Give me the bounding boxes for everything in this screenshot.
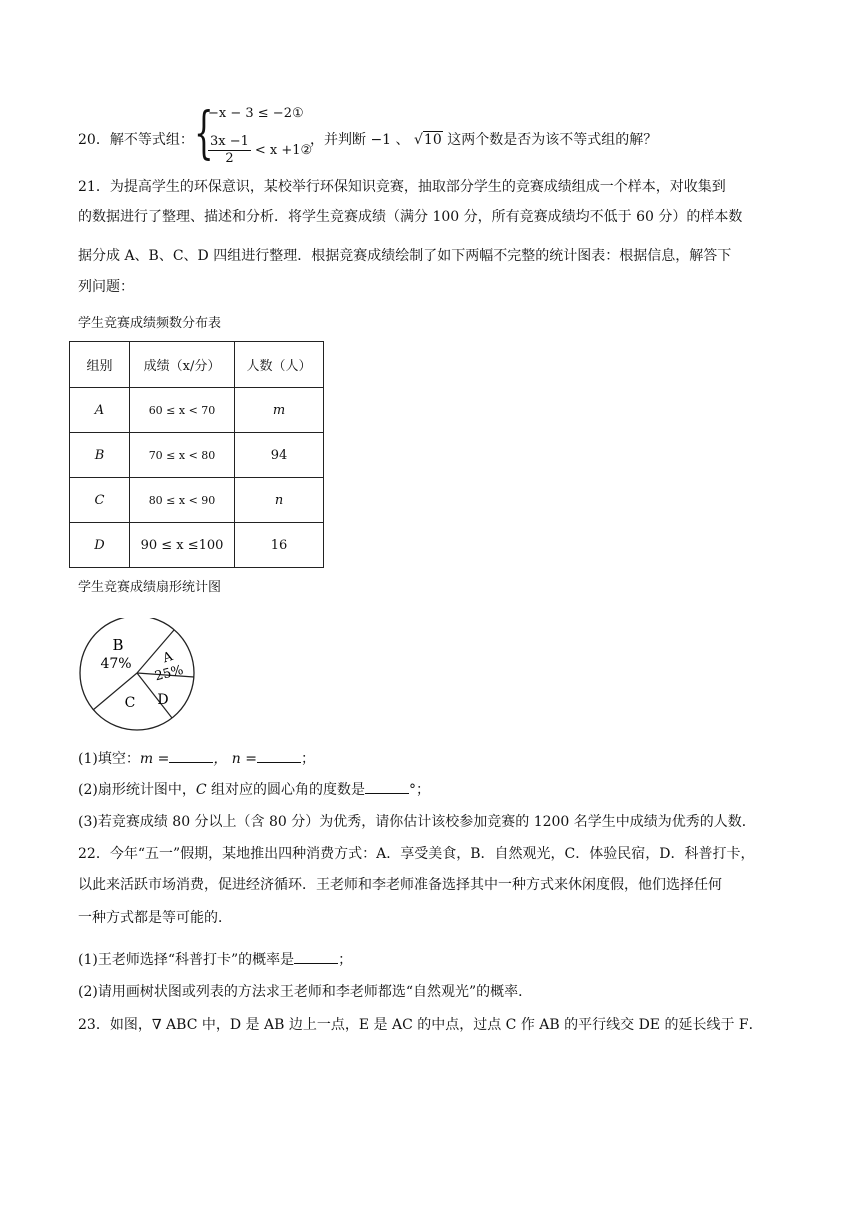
q21-line-3: 据分成 A、B、C、D 四组进行整理．根据竞赛成绩绘制了如下两幅不完整的统计图表：根据信息，解答下 xyxy=(78,248,732,264)
q20-tail-b: 这两个数是否为该不等式组的解？ xyxy=(447,132,658,148)
table-title: 学生竞赛成绩频数分布表 xyxy=(78,316,222,331)
cell-range: 60 ≤ x < 70 xyxy=(130,388,235,433)
table-row xyxy=(70,388,324,433)
cell-range: 80 ≤ x < 90 xyxy=(130,478,235,523)
group-c: C xyxy=(195,782,207,798)
frequency-table xyxy=(69,341,324,568)
table-header-row xyxy=(70,342,324,388)
answer-blank-m[interactable] xyxy=(169,747,213,763)
q22-sub1 xyxy=(78,948,352,971)
fraction-denominator: 2 xyxy=(225,151,234,166)
q20-tail xyxy=(310,129,657,149)
inequality-2 xyxy=(208,134,312,167)
pie-label-c: C xyxy=(124,695,136,711)
cell-count: 16 xyxy=(235,523,324,568)
pie-chart xyxy=(78,618,198,738)
q21-line-1: 21．为提高学生的环保意识，某校举行环保知识竞赛，抽取部分学生的竞赛成绩组成一个样本，对收集到 xyxy=(78,179,726,195)
sub2-text: 组对应的圆心角的度数是 xyxy=(206,782,366,798)
pie-title: 学生竞赛成绩扇形统计图 xyxy=(78,580,222,595)
cell-group: C xyxy=(70,478,130,523)
q20-tail-a: ，并判断 −1 、 xyxy=(310,132,410,148)
header-group: 组别 xyxy=(70,342,130,388)
table-row xyxy=(70,523,324,568)
q23-text: 23．如图，∇ ABC 中，D 是 AB 边上一点，E 是 AC 的中点，过点 C 作 AB 的平行线交 DE 的延长线于 F． xyxy=(78,1017,763,1033)
answer-blank-n[interactable] xyxy=(257,747,301,763)
q21-sub1 xyxy=(78,747,315,770)
sub2-end: °； xyxy=(409,782,431,798)
cell-count: n xyxy=(235,478,324,523)
sub1-label: (1)填空： xyxy=(78,751,140,767)
q21-line-4: 列问题： xyxy=(78,279,134,295)
n-label: ， n = xyxy=(213,751,257,767)
pie-label-a: A xyxy=(161,649,175,667)
sqrt-sign: √ xyxy=(414,132,423,148)
sqrt-value: 10 xyxy=(423,132,442,148)
pie-pct-b: 47% xyxy=(100,656,132,672)
cell-count: 94 xyxy=(235,433,324,478)
sub2-label: (2)扇形统计图中， xyxy=(78,782,196,798)
answer-blank-angle[interactable] xyxy=(365,778,409,794)
answer-blank-probability[interactable] xyxy=(294,948,338,964)
pie-label-d: D xyxy=(157,692,169,708)
pie-label-b: B xyxy=(112,636,124,654)
q22-sub1-text: (1)王老师选择“科普打卡”的概率是 xyxy=(78,952,295,968)
q22-sub2: (2)请用画树状图或列表的方法求王老师和李老师都选“自然观光”的概率． xyxy=(78,984,533,1000)
left-brace: { xyxy=(194,101,214,166)
q20-lead: 20．解不等式组： xyxy=(78,132,194,148)
pie-pct-a: 25% xyxy=(153,662,185,685)
q22-line-1: 22．今年“五一”假期，某地推出四种消费方式：A．享受美食，B．自然观光，C．体验民宿，D．科普打卡， xyxy=(78,846,755,862)
q21-sub2 xyxy=(78,778,430,801)
cell-group: B xyxy=(70,433,130,478)
q22-line-2: 以此来活跃市场消费，促进经济循环．王老师和李老师准备选择其中一种方式来休闲度假，他们选择任何 xyxy=(78,877,722,893)
q22-sub1-end: ； xyxy=(338,952,353,968)
sub1-end: ； xyxy=(300,751,315,767)
q22-line-3: 一种方式都是等可能的． xyxy=(78,910,232,926)
table-row xyxy=(70,478,324,523)
table-row xyxy=(70,433,324,478)
header-score: 成绩（x/分） xyxy=(130,342,235,388)
cell-group: D xyxy=(70,523,130,568)
header-count: 人数（人） xyxy=(235,342,324,388)
q21-sub3: (3)若竞赛成绩 80 分以上（含 80 分）为优秀，请你估计该校参加竞赛的 1200 名学生中成绩为优秀的人数． xyxy=(78,814,756,830)
m-label: m = xyxy=(139,751,170,767)
fraction xyxy=(208,134,251,167)
q21-line-2: 的数据进行了整理、描述和分析．将学生竞赛成绩（满分 100 分，所有竞赛成绩均不低于 60 分）的样本数 xyxy=(78,209,743,225)
cell-range: 70 ≤ x < 80 xyxy=(130,433,235,478)
fraction-numerator: 3x −1 xyxy=(210,134,249,149)
cell-range: 90 ≤ x ≤100 xyxy=(130,523,235,568)
cell-count: m xyxy=(235,388,324,433)
cell-group: A xyxy=(70,388,130,433)
inequality-2-rest: < x +1② xyxy=(254,143,313,158)
inequality-1: −x − 3 ≤ −2① xyxy=(208,106,304,121)
